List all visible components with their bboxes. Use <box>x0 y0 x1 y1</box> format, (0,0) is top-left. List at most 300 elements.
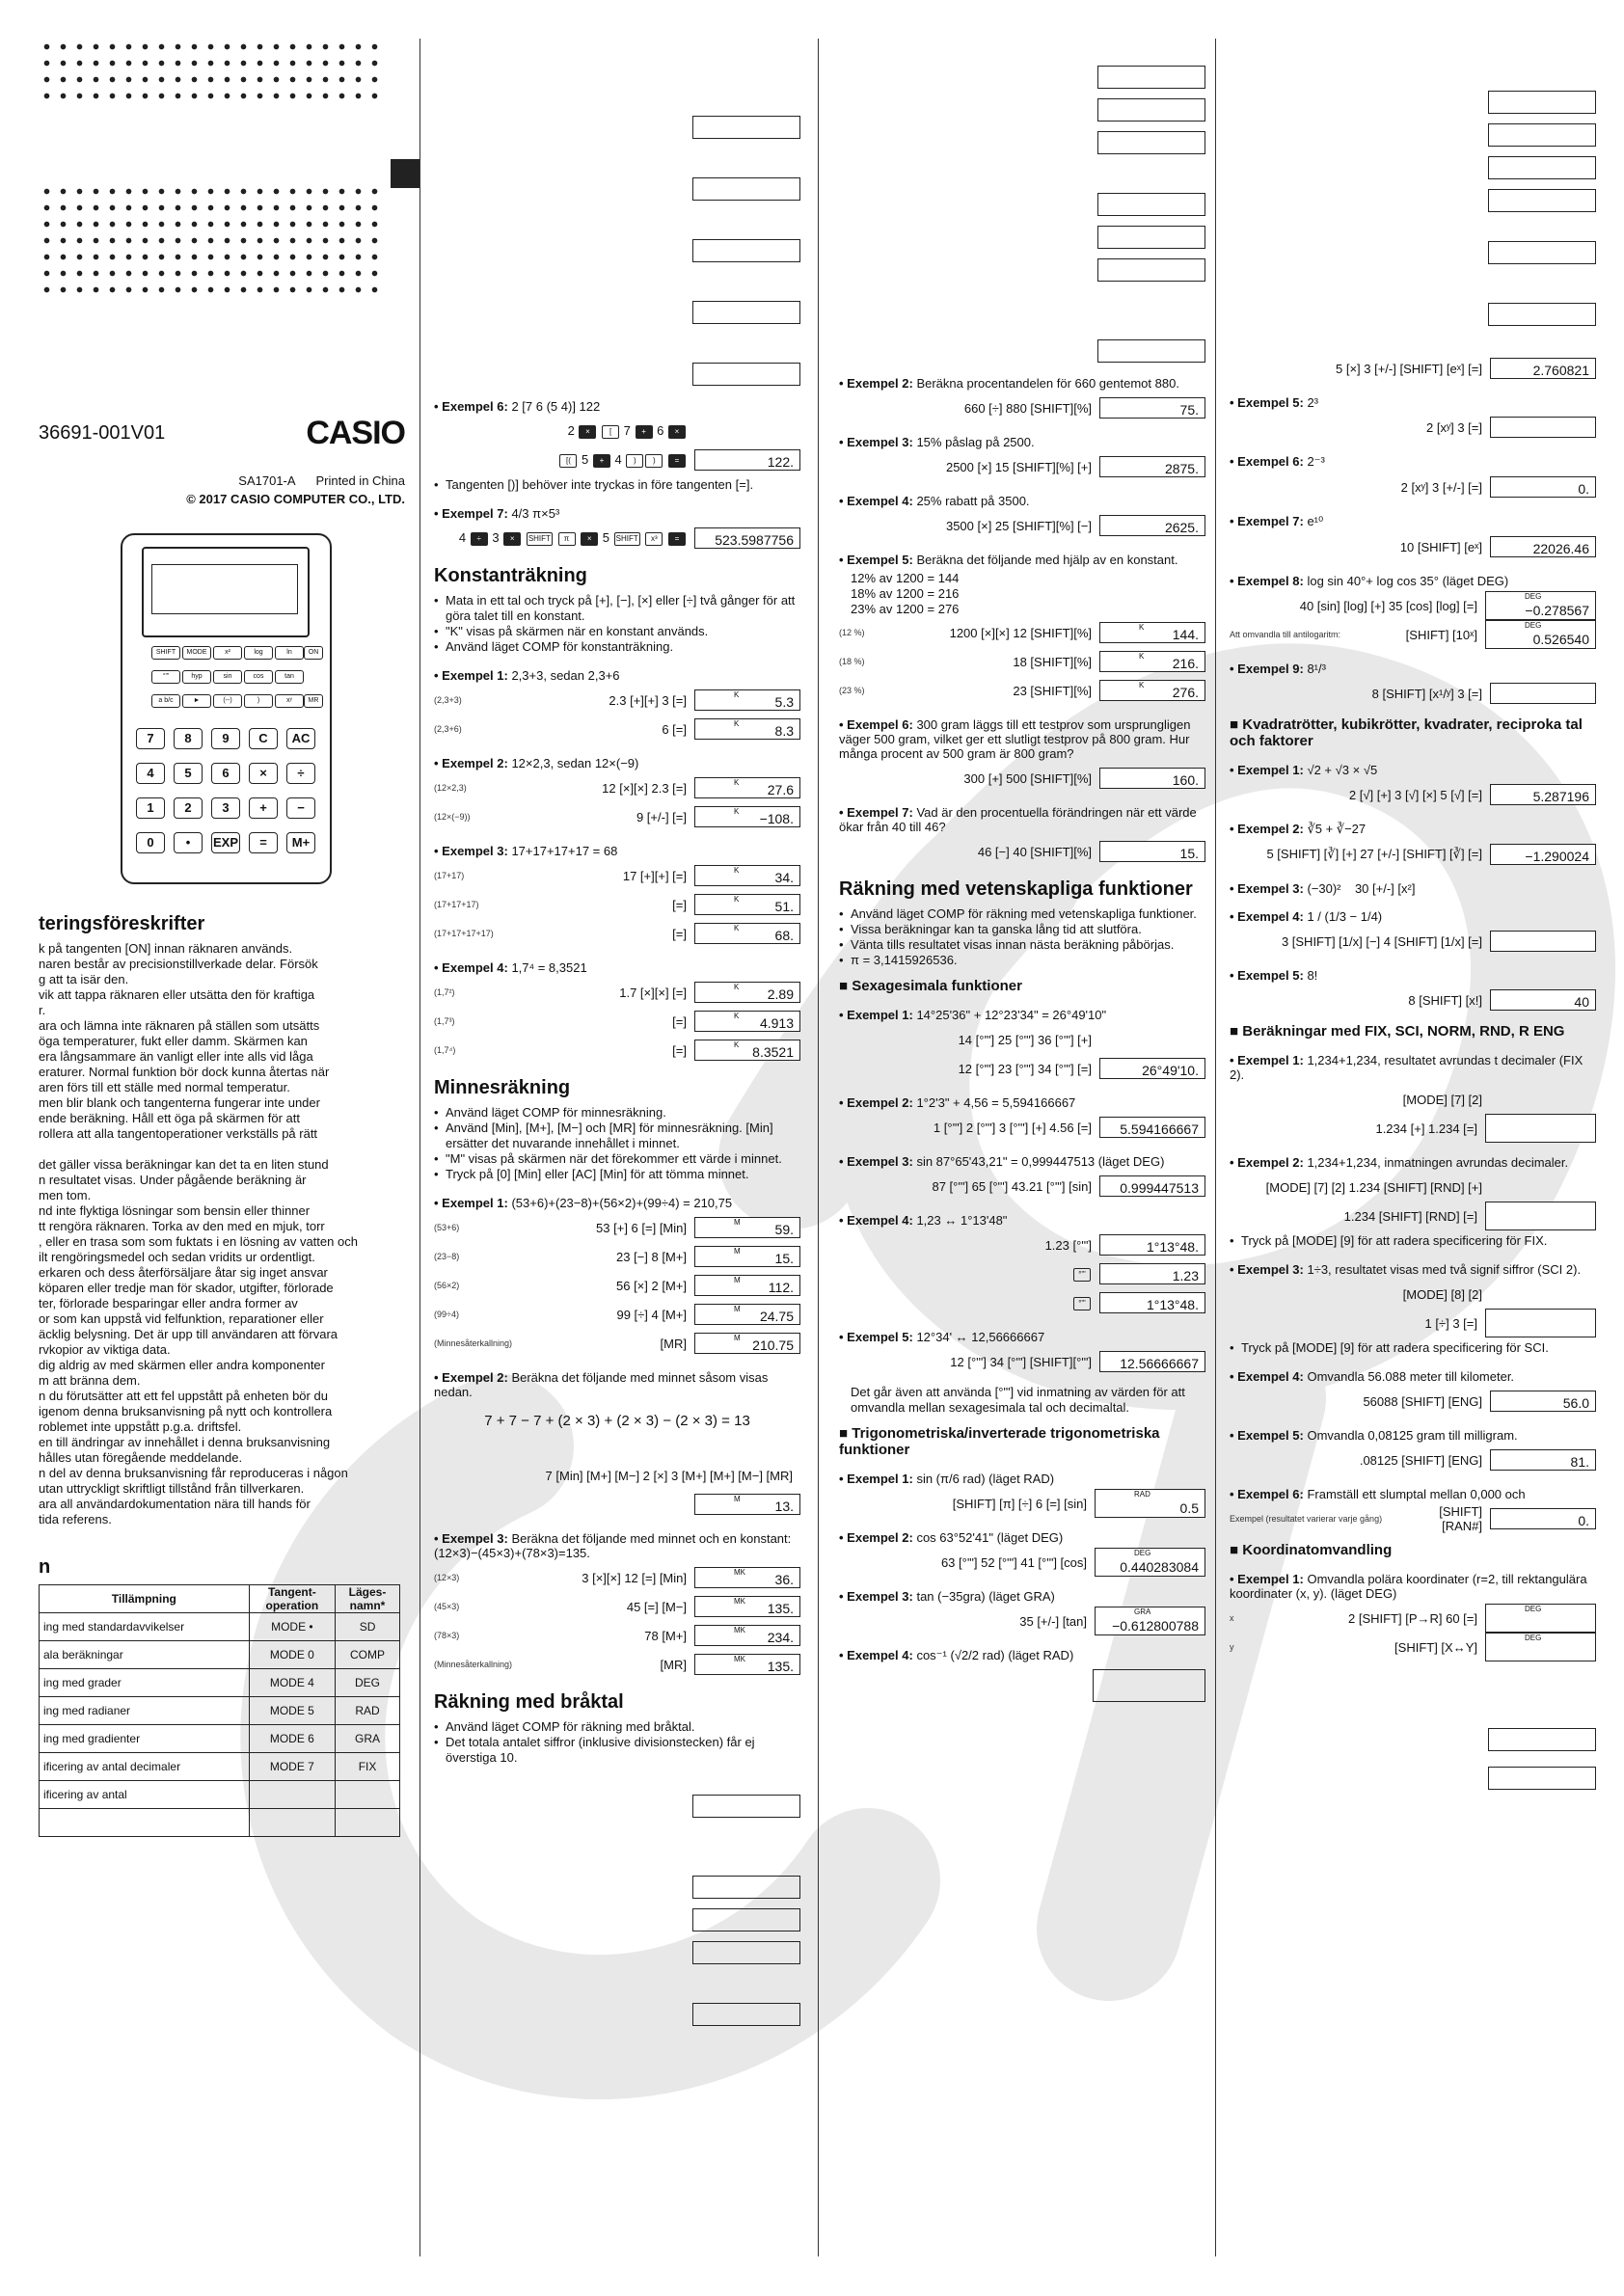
row-label: (2,3+6) <box>434 724 462 734</box>
example-title: Exempel 2: <box>847 1095 913 1110</box>
q-example-4-heading: • Exempel 4: 1 / (1/3 − 1/4) <box>1230 909 1383 924</box>
lcd-value: 59. <box>774 1222 794 1237</box>
lcd-value: 8.3 <box>774 723 794 739</box>
lcd-value: 8.3521 <box>752 1044 794 1060</box>
calculator-key: + <box>249 797 278 819</box>
ln-key-icon: ln <box>275 646 304 660</box>
row-label: (53+6) <box>434 1223 460 1232</box>
calc-row <box>839 619 1205 646</box>
example-text: 1°2'3" + 4,56 = 5,594166667 <box>916 1095 1076 1110</box>
example-text: Beräkna det följande med minnet och en konstant: (12×3)−(45×3)+(78×3)=135. <box>434 1531 792 1560</box>
lcd-value: 0.440283084 <box>1120 1559 1199 1575</box>
table-cell: ing med gradienter <box>40 1725 250 1753</box>
calculator-key: 3 <box>211 797 240 819</box>
safety-line: vik att tappa räknaren eller utsätta den för kraftiga <box>39 987 315 1002</box>
model-number: SA1701-A <box>238 473 295 488</box>
lcd-display: DEG <box>1485 1633 1596 1661</box>
row-label: (99÷4) <box>434 1310 459 1319</box>
dot-pattern <box>39 183 386 299</box>
column-4 <box>1230 39 1596 1799</box>
casio-logo: CASIO <box>306 415 405 451</box>
rcl-key-icon: ► <box>182 694 211 708</box>
lcd-value: 210.75 <box>752 1337 794 1353</box>
example-text: Omvandla 56.088 meter till kilometer. <box>1307 1369 1515 1384</box>
lcd-display: DEG −0.278567 <box>1485 591 1596 620</box>
key-sequence: 2 [√] [+] 3 [√] [×] 5 [√] [=] <box>1348 787 1482 802</box>
calculator-display <box>151 564 298 614</box>
lcd-value: 5.287196 <box>1532 789 1589 804</box>
example-6-heading: • Exempel 6: 2 [7 6 (5 4)] 122 <box>434 399 601 414</box>
key-sequence: [=] <box>672 926 687 941</box>
display-box <box>1488 1728 1596 1751</box>
lcd-value: 81. <box>1570 1454 1589 1470</box>
key-sequence: [MODE] [8] [2] <box>1402 1286 1482 1302</box>
safety-line: ter, förlorade besparingar eller andra former av <box>39 1296 298 1310</box>
lcd-indicator: K <box>734 778 740 787</box>
table-cell: RAD <box>336 1697 400 1725</box>
example-text: 25% rabatt på 3500. <box>916 494 1030 508</box>
row-label: Att omvandla till antilogaritm: <box>1230 630 1341 639</box>
lcd-value: 27.6 <box>767 782 794 797</box>
t-example-4-heading: • Exempel 4: cos⁻¹ (√2/2 rad) (läget RAD) <box>839 1648 1074 1662</box>
key-sequence: 2500 [×] 15 [SHIFT][%] [+] <box>945 459 1092 474</box>
trig-title: ■ Trigonometriska/inverterade trigonometriska funktioner <box>839 1425 1160 1458</box>
s-example-1-heading: • Exempel 1: 14°25'36" + 12°23'34" = 26°49'10" <box>839 1008 1107 1022</box>
row-label: (78×3) <box>434 1631 460 1640</box>
key-sequence: [SHIFT] [RAN#] <box>1439 1504 1482 1533</box>
example-title: Exempel 2: <box>847 1530 913 1545</box>
calculator-key: − <box>286 797 315 819</box>
key-sequence: [MR] <box>660 1336 687 1351</box>
example-title: Exempel 3: <box>442 844 508 858</box>
lcd-display <box>1095 1489 1205 1518</box>
safety-line: öga temperaturer, fukt eller damm. Skärmen kan <box>39 1034 308 1048</box>
column-1 <box>39 39 405 1837</box>
display-box <box>1488 241 1596 264</box>
key-sequence: 2 × [ 7 + 6 × <box>434 423 694 439</box>
fix-title: ■ Beräkningar med FIX, SCI, NORM, RND, R ENG <box>1230 1023 1565 1040</box>
lcd-display <box>1095 1548 1205 1577</box>
row-label: (56×2) <box>434 1281 460 1290</box>
example-heading: • Exempel 3: sin 87°65'43,21" = 0,999447513 (läget DEG) <box>839 1154 1165 1169</box>
table-cell: DEG <box>336 1669 400 1697</box>
brak-title: Räkning med bråktal <box>434 1691 624 1713</box>
safety-line: aren förs till ett ställe med normal temperatur. <box>39 1080 290 1094</box>
safety-line: dig aldrig av med skärmen eller andra komponenter <box>39 1358 325 1372</box>
table-cell <box>336 1781 400 1809</box>
table-cell: MODE 7 <box>249 1753 335 1781</box>
lcd-display: M 13. <box>694 1494 800 1515</box>
mode-key-icon: MODE <box>182 646 211 660</box>
safety-line: men blir blank och tangenterna fungerar inte under <box>39 1095 320 1110</box>
calculator-key: 9 <box>211 728 240 749</box>
table-header: Tillämpning <box>40 1585 250 1613</box>
sex-title: ■ Sexagesimala funktioner <box>839 978 1022 994</box>
calc-row <box>839 1607 1205 1634</box>
calc-row <box>434 1593 800 1620</box>
example-text: 2,3+3, sedan 2,3+6 <box>511 668 620 683</box>
safety-line: erkaren och dess återförsäljare åtar sig inget ansvar <box>39 1265 328 1280</box>
calc-row <box>434 1564 800 1591</box>
table-header: Läges- namn* <box>336 1585 400 1613</box>
safety-line: tida referens. <box>39 1512 112 1526</box>
example-text: 15% påslag på 2500. <box>916 435 1035 449</box>
safety-line: era långsammare än vanligt eller inte alls vid låga <box>39 1049 313 1064</box>
row-label: (17+17+17+17) <box>434 929 494 938</box>
safety-line: n du förutsätter att ett fel uppstått på enheten bör du <box>39 1389 328 1403</box>
xy-key-icon: xʸ <box>275 694 304 708</box>
square-key-icon: x² <box>213 646 242 660</box>
lcd-value: 75. <box>1179 402 1199 418</box>
example-text: 2⁻³ <box>1307 454 1325 469</box>
example-heading: • Exempel 4: 25% rabatt på 3500. <box>839 494 1030 508</box>
tangent-note: • Tangenten [)] behöver inte tryckas in före tangenten [=]. <box>434 477 800 493</box>
lcd-display <box>694 689 800 711</box>
calc-row <box>839 1490 1205 1517</box>
lcd-indicator: K <box>1139 681 1145 689</box>
calc-row <box>434 1272 800 1299</box>
example-text: e¹⁰ <box>1307 514 1324 528</box>
lcd-display: DEG <box>1485 1604 1596 1633</box>
calc-row <box>839 1549 1205 1576</box>
safety-line: , eller en trasa som som fuktats i en lösning av vatten och <box>39 1234 358 1249</box>
lcd-display <box>694 1040 800 1061</box>
table-row <box>40 1809 400 1837</box>
safety-line: nd inte flyktiga lösningar som bensin eller thinner <box>39 1203 311 1218</box>
lcd-display <box>1099 515 1205 536</box>
lcd-value: 5.3 <box>774 694 794 710</box>
lcd-value: 2625. <box>1164 520 1199 535</box>
lcd-display <box>1490 931 1596 952</box>
calculator-key: M+ <box>286 832 315 853</box>
key-sequence: 2.3 [+][+] 3 [=] <box>609 692 687 708</box>
bullet-item: • π = 3,1415926536. <box>839 953 1205 968</box>
example-9-heading: • Exempel 9: 8¹/³ <box>1230 662 1326 676</box>
copyright: © 2017 CASIO COMPUTER CO., LTD. <box>186 492 405 506</box>
kv-title: ■ Kvadratrötter, kubikrötter, kvadrater, reciproka tal och faktorer <box>1230 716 1583 749</box>
key-sequence: 17 [+][+] [=] <box>622 868 687 883</box>
lcd-indicator: M <box>734 1334 741 1342</box>
safety-line: ilt rengöringsmedel och sedan vridits ur ordentligt. <box>39 1250 315 1264</box>
display-box <box>692 1876 800 1899</box>
key-sequence: [MR] <box>660 1657 687 1672</box>
row-label: (17+17+17) <box>434 900 479 909</box>
lcd-indicator: M <box>734 1247 741 1256</box>
display-box <box>1488 189 1596 212</box>
lcd-value: 276. <box>1172 685 1199 700</box>
row-label: x <box>1230 1613 1234 1623</box>
safety-line: m att bränna dem. <box>39 1373 141 1388</box>
key-sequence: 10 [SHIFT] [eˣ] <box>1399 539 1482 554</box>
example-title: Exempel 6: <box>1237 454 1304 469</box>
table-cell: ing med standardavvikelser <box>40 1613 250 1641</box>
bullet-item: • Använd läget COMP för räkning med vetenskapliga funktioner. <box>839 906 1205 922</box>
log-key-icon: log <box>244 646 273 660</box>
modes-title: n <box>39 1556 51 1578</box>
example-line: 12% av 1200 = 144 <box>851 571 960 585</box>
minne-bullets <box>434 1105 800 1182</box>
example-heading: • Exempel 3: 15% påslag på 2500. <box>839 435 1035 449</box>
lcd-value: −1.290024 <box>1525 849 1589 864</box>
konst-title: Konstanträkning <box>434 565 587 586</box>
lcd-value: 68. <box>774 928 794 943</box>
lcd-display <box>694 1246 800 1267</box>
calc-row <box>839 765 1205 792</box>
lcd-display: 40 <box>1490 989 1596 1011</box>
key-sequence: 87 [°'"] 65 [°'"] 43.21 [°'"] [sin] <box>932 1178 1092 1194</box>
lcd-value: 4.913 <box>759 1015 794 1031</box>
calc-row <box>434 1037 800 1064</box>
calc-row <box>434 1622 800 1649</box>
calculator-illustration <box>121 533 332 884</box>
lcd-display <box>694 923 800 944</box>
calc-row <box>1230 414 1596 441</box>
lcd-value: 2.89 <box>767 986 794 1002</box>
lcd-display: 26°49'10. <box>1099 1058 1205 1079</box>
example-heading: • Exempel 2: cos 63°52'41" (läget DEG) <box>839 1530 1064 1545</box>
table-cell: MODE 6 <box>249 1725 335 1753</box>
table-row <box>40 1725 400 1753</box>
key-sequence: 40 [sin] [log] [+] 35 [cos] [log] [=] <box>1299 598 1477 613</box>
key-sequence: [SHIFT] [X↔Y] <box>1394 1639 1477 1655</box>
key-sequence: [SHIFT] [10ˣ] <box>1405 627 1477 642</box>
key-sequence: [MODE] [7] [2] <box>1402 1092 1482 1107</box>
lcd-indicator: MK <box>734 1597 745 1606</box>
example-heading: • Exempel 6: 2⁻³ <box>1230 454 1325 469</box>
lcd-display <box>694 1333 800 1354</box>
calc-row <box>434 687 800 714</box>
row-label: (1,7³) <box>434 1016 455 1026</box>
calc-row <box>1230 1388 1596 1415</box>
example-text: 1,7⁴ = 8,3521 <box>511 960 587 975</box>
example-title: Exempel 5: <box>1237 1428 1304 1443</box>
lcd-display: 1°13°48. <box>1099 1292 1205 1313</box>
m-example-2-heading: • Exempel 2: Beräkna det följande med minnet såsom visas nedan. <box>434 1370 769 1399</box>
calc-row <box>434 1243 800 1270</box>
memory-formula: 7 + 7 − 7 + (2 × 3) + (2 × 3) − (2 × 3) = 13 <box>484 1413 750 1429</box>
key-sequence: 12 [°'"] 34 [°'"] [SHIFT][°'"] <box>950 1354 1092 1369</box>
example-text: sin (π/6 rad) (läget RAD) <box>916 1472 1055 1486</box>
table-cell: MODE • <box>249 1613 335 1641</box>
display-box <box>692 1941 800 1964</box>
f-example-6-heading: • Exempel 6: Framställ ett slumptal mellan 0,000 och <box>1230 1487 1526 1501</box>
safety-line: men tom. <box>39 1188 92 1202</box>
lcd-indicator: K <box>734 895 740 904</box>
example-title: Exempel 4: <box>847 494 913 508</box>
display-box <box>1093 1669 1205 1702</box>
column-3 <box>839 39 1205 1712</box>
s-example-4-heading: • Exempel 4: 1,23 ↔ 1°13'48" <box>839 1213 1008 1228</box>
example-heading: • Exempel 1: √2 + √3 × √5 <box>1230 763 1378 777</box>
calculator-key: • <box>174 832 203 853</box>
key-sequence: 1200 [×][×] 12 [SHIFT][%] <box>949 625 1092 640</box>
display-box <box>692 1795 800 1818</box>
table-cell: MODE 5 <box>249 1697 335 1725</box>
table-cell: ing med radianer <box>40 1697 250 1725</box>
lcd-indicator: K <box>734 807 740 816</box>
safety-line: r. <box>39 1003 46 1017</box>
safety-line: utan uttryckligt skriftligt tillstånd från tillverkaren. <box>39 1481 305 1496</box>
calculator-key: 7 <box>136 728 165 749</box>
lcd-display <box>1099 1175 1205 1197</box>
safety-line: ara och lämna inte räknaren på ställen som utsätts <box>39 1018 320 1033</box>
example-text: 2³ <box>1307 395 1319 410</box>
display-box <box>692 2003 800 2026</box>
key-sequence: [SHIFT] [π] [÷] 6 [=] [sin] <box>952 1496 1087 1511</box>
example-heading: • Exempel 2: 1°2'3" + 4,56 = 5,594166667 <box>839 1095 1076 1110</box>
example-title: Exempel 3: <box>847 1154 913 1169</box>
bullet-item: • Vissa beräkningar kan ta ganska lång tid att slutföra. <box>839 922 1205 937</box>
example-text: 12×2,3, sedan 12×(−9) <box>511 756 639 770</box>
bullet-item: • Vänta tills resultatet visas innan nästa beräkning påbörjas. <box>839 937 1205 953</box>
example-text: 17+17+17+17 = 68 <box>511 844 618 858</box>
calc-row <box>839 512 1205 539</box>
column-2 <box>434 39 800 2036</box>
lcd-value: 216. <box>1172 656 1199 671</box>
lcd-display <box>694 1011 800 1032</box>
lcd-indicator: K <box>1139 623 1145 632</box>
key-sequence: 660 [÷] 880 [SHIFT][%] <box>963 400 1092 416</box>
calc-row <box>839 1173 1205 1200</box>
lcd-value: 34. <box>774 870 794 885</box>
lcd-indicator: RAD <box>1134 1490 1150 1499</box>
lcd-display <box>694 1217 800 1238</box>
brak-bullets <box>434 1719 800 1766</box>
key-sequence: 56 [×] 2 [M+] <box>616 1278 687 1293</box>
safety-text <box>39 941 405 1527</box>
safety-line: rvkopior av viktiga data. <box>39 1342 171 1357</box>
lcd-value: 51. <box>774 899 794 914</box>
example-heading: • Exempel 3: 17+17+17+17 = 68 <box>434 844 618 858</box>
lcd-indicator: M <box>734 1305 741 1313</box>
mr-key-icon: MR <box>304 694 323 708</box>
table-cell: ala beräkningar <box>40 1641 250 1669</box>
lcd-display <box>1485 1309 1596 1337</box>
safety-line: köparen eller tredje man för skador, utgifter, förlorade <box>39 1281 334 1295</box>
lcd-display <box>1490 1391 1596 1412</box>
display-box <box>1097 193 1205 216</box>
lcd-value: 160. <box>1172 772 1199 788</box>
lcd-indicator: K <box>734 719 740 728</box>
calc-row <box>839 677 1205 704</box>
konst-bullets <box>434 593 800 655</box>
calc-row <box>434 774 800 801</box>
lcd-display <box>1490 1449 1596 1471</box>
lcd-display <box>694 982 800 1003</box>
key-sequence: 2 [xʸ] 3 [=] <box>1425 419 1482 435</box>
lcd-display <box>694 1304 800 1325</box>
lcd-indicator: K <box>734 690 740 699</box>
calc-row <box>434 1301 800 1328</box>
lcd-value: 144. <box>1172 627 1199 642</box>
table-cell: ificering av antal decimaler <box>40 1753 250 1781</box>
lcd-indicator: K <box>1139 652 1145 661</box>
example-text: ∛5 + ∛−27 <box>1307 822 1367 836</box>
lcd-indicator: GRA <box>1134 1607 1151 1616</box>
safety-line: naren består av precisionstillverkade delar. Försök <box>39 957 318 971</box>
calculator-key: ÷ <box>286 763 315 784</box>
section-tab-marker <box>391 159 420 188</box>
example-heading: • Exempel 1: 2,3+3, sedan 2,3+6 <box>434 668 620 683</box>
calculator-key: AC <box>286 728 315 749</box>
sin-key-icon: sin <box>213 670 242 684</box>
row-label: (Minnesåterkallning) <box>434 1338 513 1348</box>
tan-key-icon: tan <box>275 670 304 684</box>
calculator-key: × <box>249 763 278 784</box>
key-sequence: [( 5 + 4 ) ) = <box>434 452 694 468</box>
display-box <box>1097 339 1205 363</box>
bullet-item: • Använd läget COMP för räkning med bråktal. <box>434 1719 800 1735</box>
row-label: (23 %) <box>839 686 865 695</box>
lcd-value: 36. <box>774 1572 794 1587</box>
row-label: (17+17) <box>434 871 465 880</box>
bullet-item: • Det totala antalet siffror (inklusive divisionstecken) får ej överstiga 10. <box>434 1735 800 1766</box>
key-sequence: 9 [+/-] [=] <box>636 809 687 824</box>
lcd-value: −0.612800788 <box>1112 1618 1199 1634</box>
safety-line: k på tangenten [ON] innan räknaren används. <box>39 941 293 956</box>
key-sequence: 1.234 [SHIFT] [RND] [=] <box>1343 1208 1477 1224</box>
example-title: Exempel 3: <box>442 1531 508 1546</box>
paren-key-icon: (--) <box>213 694 242 708</box>
printed-in: Printed in China <box>315 473 405 488</box>
lcd-display <box>1099 841 1205 862</box>
bullet-item: • Använd [Min], [M+], [M−] och [MR] för minnesräkning. [Min] ersätter det nuvarande innehållet i minnet. <box>434 1121 800 1151</box>
example-text: Beräkna procentandelen för 660 gentemot 880. <box>916 376 1179 391</box>
example-text: sin 87°65'43,21" = 0,999447513 (läget DEG) <box>916 1154 1165 1169</box>
model-code: 36691-001V01 <box>39 422 166 444</box>
example-title: Exempel 3: <box>847 435 913 449</box>
key-sequence: [=] <box>672 1042 687 1058</box>
calc-row <box>434 1330 800 1357</box>
example-heading: • Exempel 2: 12×2,3, sedan 12×(−9) <box>434 756 639 770</box>
lcd-display <box>694 1596 800 1617</box>
display-box <box>692 239 800 262</box>
lcd-indicator: MK <box>734 1655 745 1663</box>
lcd-value: 135. <box>767 1601 794 1616</box>
key-sequence: [=] <box>672 897 687 912</box>
lcd-value: 112. <box>768 1280 794 1295</box>
calc-row <box>1230 533 1596 560</box>
f-example-2-heading: • Exempel 2: 1,234+1,234, inmatningen avrundas decimaler. <box>1230 1155 1569 1170</box>
calc-row <box>839 648 1205 675</box>
lcd-value: 5.594166667 <box>1120 1121 1199 1137</box>
table-row <box>40 1669 400 1697</box>
column-divider <box>818 39 819 2256</box>
lcd-display <box>1490 844 1596 865</box>
table-header: Tangent- operation <box>249 1585 335 1613</box>
example-7-heading: • Exempel 7: 4/3 π×5³ <box>434 506 560 521</box>
lcd-value: 22026.46 <box>1532 541 1589 556</box>
key-sequence: 6 [=] <box>662 721 687 737</box>
lcd-display <box>1485 1202 1596 1230</box>
on-key-icon: ON <box>304 646 323 660</box>
safety-line: g att ta isär den. <box>39 972 129 986</box>
example-heading: • Exempel 5: Omvandla 0,08125 gram till milligram. <box>1230 1428 1518 1443</box>
calc-row <box>434 1651 800 1678</box>
bullet-item: • Använd läget COMP för konstanträkning. <box>434 639 800 655</box>
q-example-5-heading: • Exempel 5: 8! <box>1230 968 1318 983</box>
display-box <box>1097 258 1205 282</box>
lcd-value: 0.999447513 <box>1120 1180 1199 1196</box>
example-heading: • Exempel 2: ∛5 + ∛−27 <box>1230 822 1367 836</box>
lcd-display <box>1099 680 1205 701</box>
key-sequence: 99 [÷] 4 [M+] <box>616 1307 687 1322</box>
key-sequence: 63 [°'"] 52 [°'"] 41 [°'"] [cos] <box>940 1554 1087 1570</box>
key-sequence: 1.234 [+] 1.234 [=] <box>1375 1121 1477 1136</box>
calc-row <box>434 891 800 918</box>
example-heading: • Exempel 5: 2³ <box>1230 395 1319 410</box>
calculator-key: 5 <box>174 763 203 784</box>
